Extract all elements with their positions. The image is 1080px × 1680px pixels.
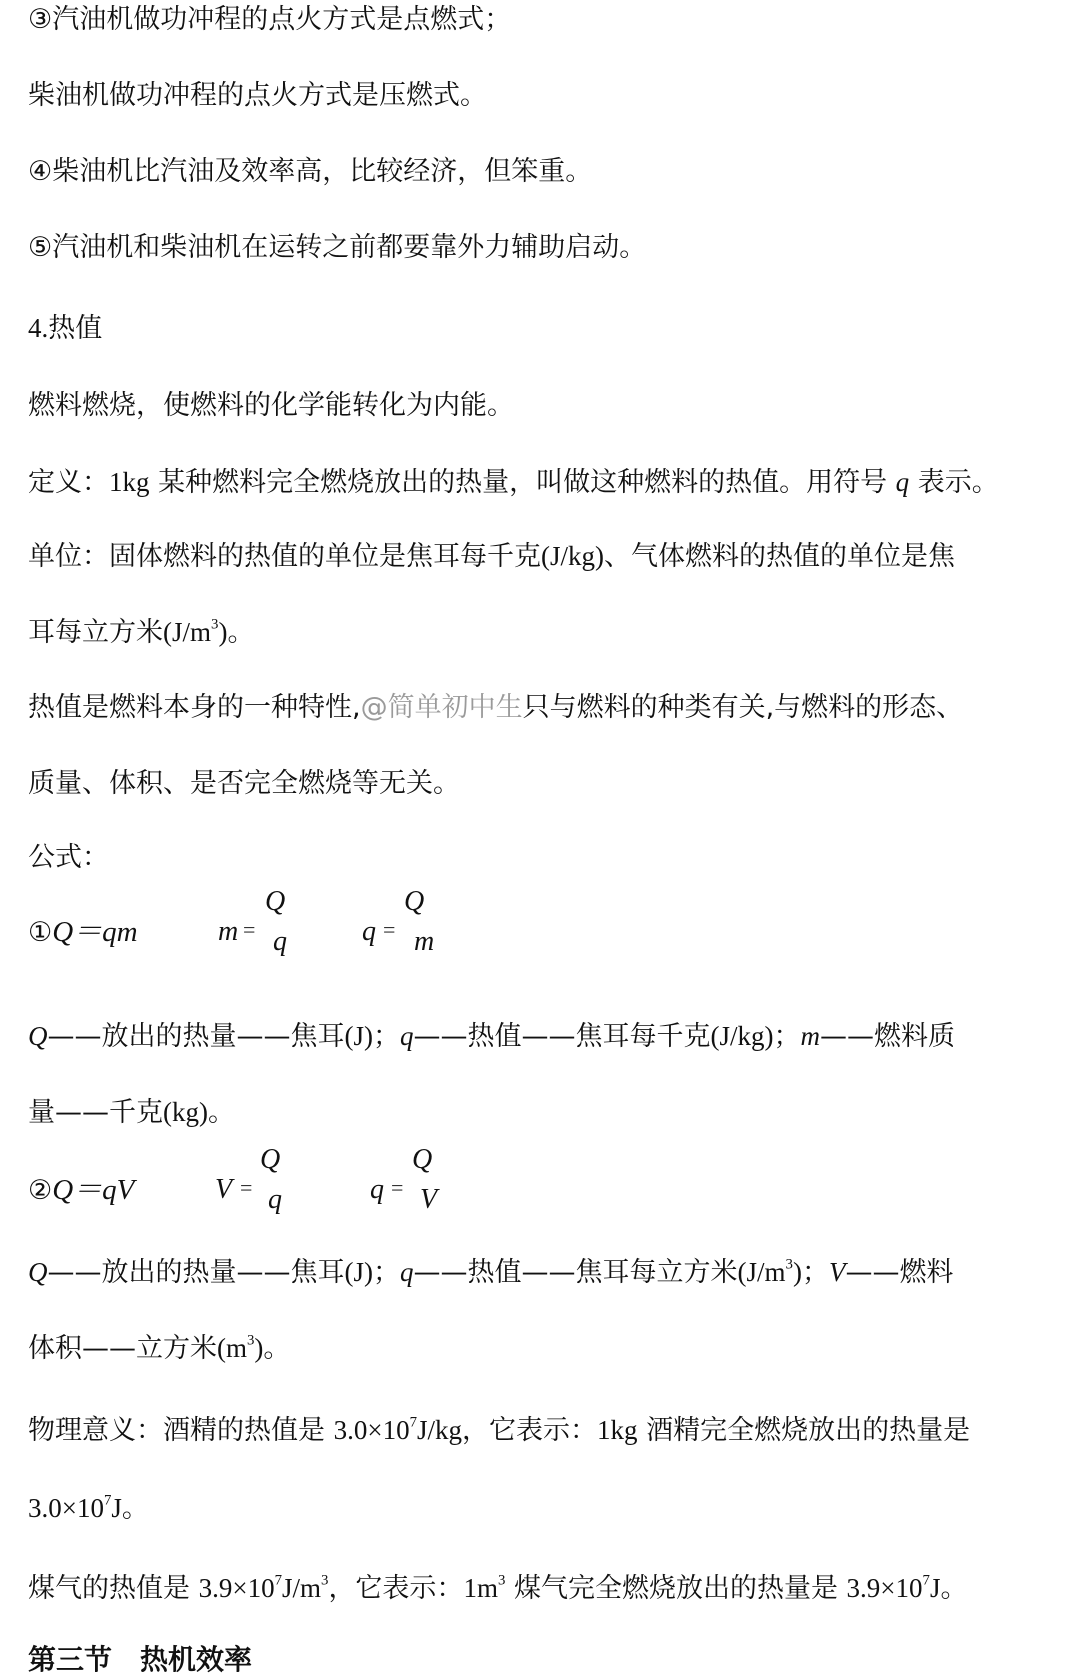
unit: (kg)	[163, 1097, 208, 1127]
text-run: 。	[227, 617, 255, 648]
value: 1m	[463, 1573, 498, 1603]
symbol: q	[895, 467, 910, 497]
formula-lhs: V	[215, 1174, 233, 1205]
text-run: ——放出的热量——焦耳	[47, 1257, 345, 1288]
text-line: 质量、体积、是否完全燃烧等无关。	[28, 768, 460, 799]
section-title	[28, 308, 102, 349]
text-run: ——放出的热量——焦耳	[47, 1021, 345, 1052]
superscript: 3	[321, 1572, 329, 1589]
circled-number: ①	[28, 917, 53, 948]
superscript: 7	[409, 1414, 417, 1431]
formula-main: Q＝qm	[52, 916, 138, 948]
numerator: Q	[412, 1144, 433, 1175]
equals-sign: =	[383, 917, 396, 942]
text-line: 公式：	[28, 842, 109, 873]
text-run: 。	[207, 1097, 235, 1128]
section-number: 4.	[28, 313, 49, 343]
text-run: ，它表示：	[328, 1573, 464, 1604]
text-run: ——热值——焦耳每千克	[413, 1021, 711, 1052]
unit: J/m	[282, 1573, 322, 1603]
superscript: 7	[922, 1572, 930, 1589]
text-run: 、气体燃料的热值的单位是焦	[604, 541, 955, 572]
unit-line	[28, 612, 254, 653]
text-run: ；	[773, 1021, 801, 1052]
text-run: 耳每立方米	[28, 617, 163, 648]
unit: )	[792, 1257, 802, 1287]
superscript: 3	[247, 1332, 255, 1349]
numerator: Q	[265, 886, 286, 917]
text-run: 。	[940, 1573, 968, 1604]
definition-line	[28, 462, 999, 503]
text-run: 。	[121, 1493, 149, 1524]
superscript: 7	[274, 1572, 282, 1589]
unit: (J/kg)	[541, 541, 604, 571]
superscript: 3	[785, 1256, 793, 1273]
text-line	[28, 688, 963, 728]
section-title-text: 热值	[48, 313, 103, 344]
formula-lhs: q	[370, 1174, 384, 1205]
value: 3.0×10	[28, 1493, 104, 1523]
formula-legend	[28, 1092, 235, 1133]
text-run: 某种燃料完全燃烧放出的热量，叫做这种燃料的热值。用符号	[149, 467, 896, 498]
text-run: ——热值——焦耳每立方米	[413, 1257, 738, 1288]
text-run: ；	[801, 1257, 829, 1288]
section-heading: 第三节 热机效率	[28, 1643, 253, 1676]
denominator: m	[414, 926, 435, 957]
text-run: ——燃料	[845, 1257, 954, 1288]
denominator: q	[268, 1184, 282, 1215]
unit: J	[929, 1573, 941, 1603]
text-line: 燃料燃烧，使燃料的化学能转化为内能。	[28, 390, 514, 421]
symbol: q	[400, 1257, 414, 1287]
value: 3.9×10	[198, 1573, 275, 1603]
denominator: q	[273, 926, 287, 957]
text-run: 煤气完全燃烧放出的热量是	[505, 1573, 847, 1604]
meaning-line	[28, 1568, 967, 1609]
unit: J/kg	[417, 1415, 463, 1445]
superscript: 3	[497, 1572, 506, 1589]
formula-legend	[28, 1328, 290, 1369]
text-line: ④柴油机比汽油及效率高，比较经济，但笨重。	[28, 156, 593, 187]
text-line: ⑤汽油机和柴油机在运转之前都要靠外力辅助启动。	[28, 232, 647, 263]
numerator: Q	[404, 886, 425, 917]
formula-legend	[28, 1252, 953, 1293]
unit: (J)	[344, 1021, 373, 1051]
formula	[28, 912, 138, 953]
unit: (J/m	[737, 1257, 786, 1287]
text-run: 。	[263, 1333, 291, 1364]
unit: (J/kg)	[710, 1021, 774, 1051]
text-run: 物理意义：酒精的热值是	[28, 1415, 334, 1446]
circled-number: ②	[28, 1175, 53, 1206]
text-run: ——燃料质	[820, 1021, 955, 1052]
text-run: ；	[373, 1257, 400, 1288]
denominator: V	[420, 1184, 438, 1215]
formula-lhs: q	[362, 916, 376, 947]
watermark: @简单初中生	[360, 692, 523, 723]
text-line: ③汽油机做功冲程的点火方式是点燃式；	[28, 4, 512, 35]
unit-line	[28, 536, 955, 577]
unit: )	[218, 617, 228, 647]
text-run: 热值是燃料本身的一种特性,	[28, 692, 361, 723]
text-run: 1kg	[109, 467, 150, 497]
symbol: Q	[28, 1021, 48, 1051]
text-run: 定义：	[28, 467, 109, 498]
superscript: 3	[211, 616, 219, 633]
text-run: ，它表示：	[462, 1415, 598, 1446]
text-run: ；	[373, 1021, 400, 1052]
text-run: 表示。	[909, 467, 999, 498]
text-run: 单位：固体燃料的热值的单位是焦耳每千克	[28, 541, 541, 572]
symbol: Q	[28, 1257, 48, 1287]
unit: )	[254, 1333, 264, 1363]
text-run: 体积——立方米	[28, 1333, 217, 1364]
text-run: 煤气的热值是	[28, 1573, 199, 1604]
symbol: V	[828, 1257, 846, 1287]
unit: (J/m	[163, 617, 212, 647]
equals-sign: =	[240, 1175, 253, 1200]
formula-lhs: m	[218, 916, 239, 947]
unit: (m	[217, 1333, 247, 1363]
numerator: Q	[260, 1144, 281, 1175]
value: 3.0×10	[333, 1415, 410, 1445]
unit: (J)	[344, 1257, 373, 1287]
meaning-line	[28, 1488, 149, 1529]
symbol: q	[400, 1021, 414, 1051]
formula	[28, 1170, 134, 1211]
superscript: 7	[103, 1492, 112, 1509]
text-run: 量——千克	[28, 1097, 163, 1128]
symbol: m	[800, 1021, 820, 1051]
text-line: 柴油机做功冲程的点火方式是压燃式。	[28, 80, 487, 111]
equals-sign: =	[391, 1175, 404, 1200]
unit: J	[111, 1493, 122, 1523]
value: 1kg	[597, 1415, 638, 1445]
text-run: 只与燃料的种类有关,与燃料的形态、	[522, 692, 964, 723]
meaning-line	[28, 1410, 970, 1451]
value: 3.9×10	[846, 1573, 923, 1603]
formula-main: Q＝qV	[52, 1174, 135, 1206]
formula-legend	[28, 1016, 955, 1057]
text-run: 酒精完全燃烧放出的热量是	[637, 1415, 971, 1446]
equals-sign: =	[243, 917, 256, 942]
